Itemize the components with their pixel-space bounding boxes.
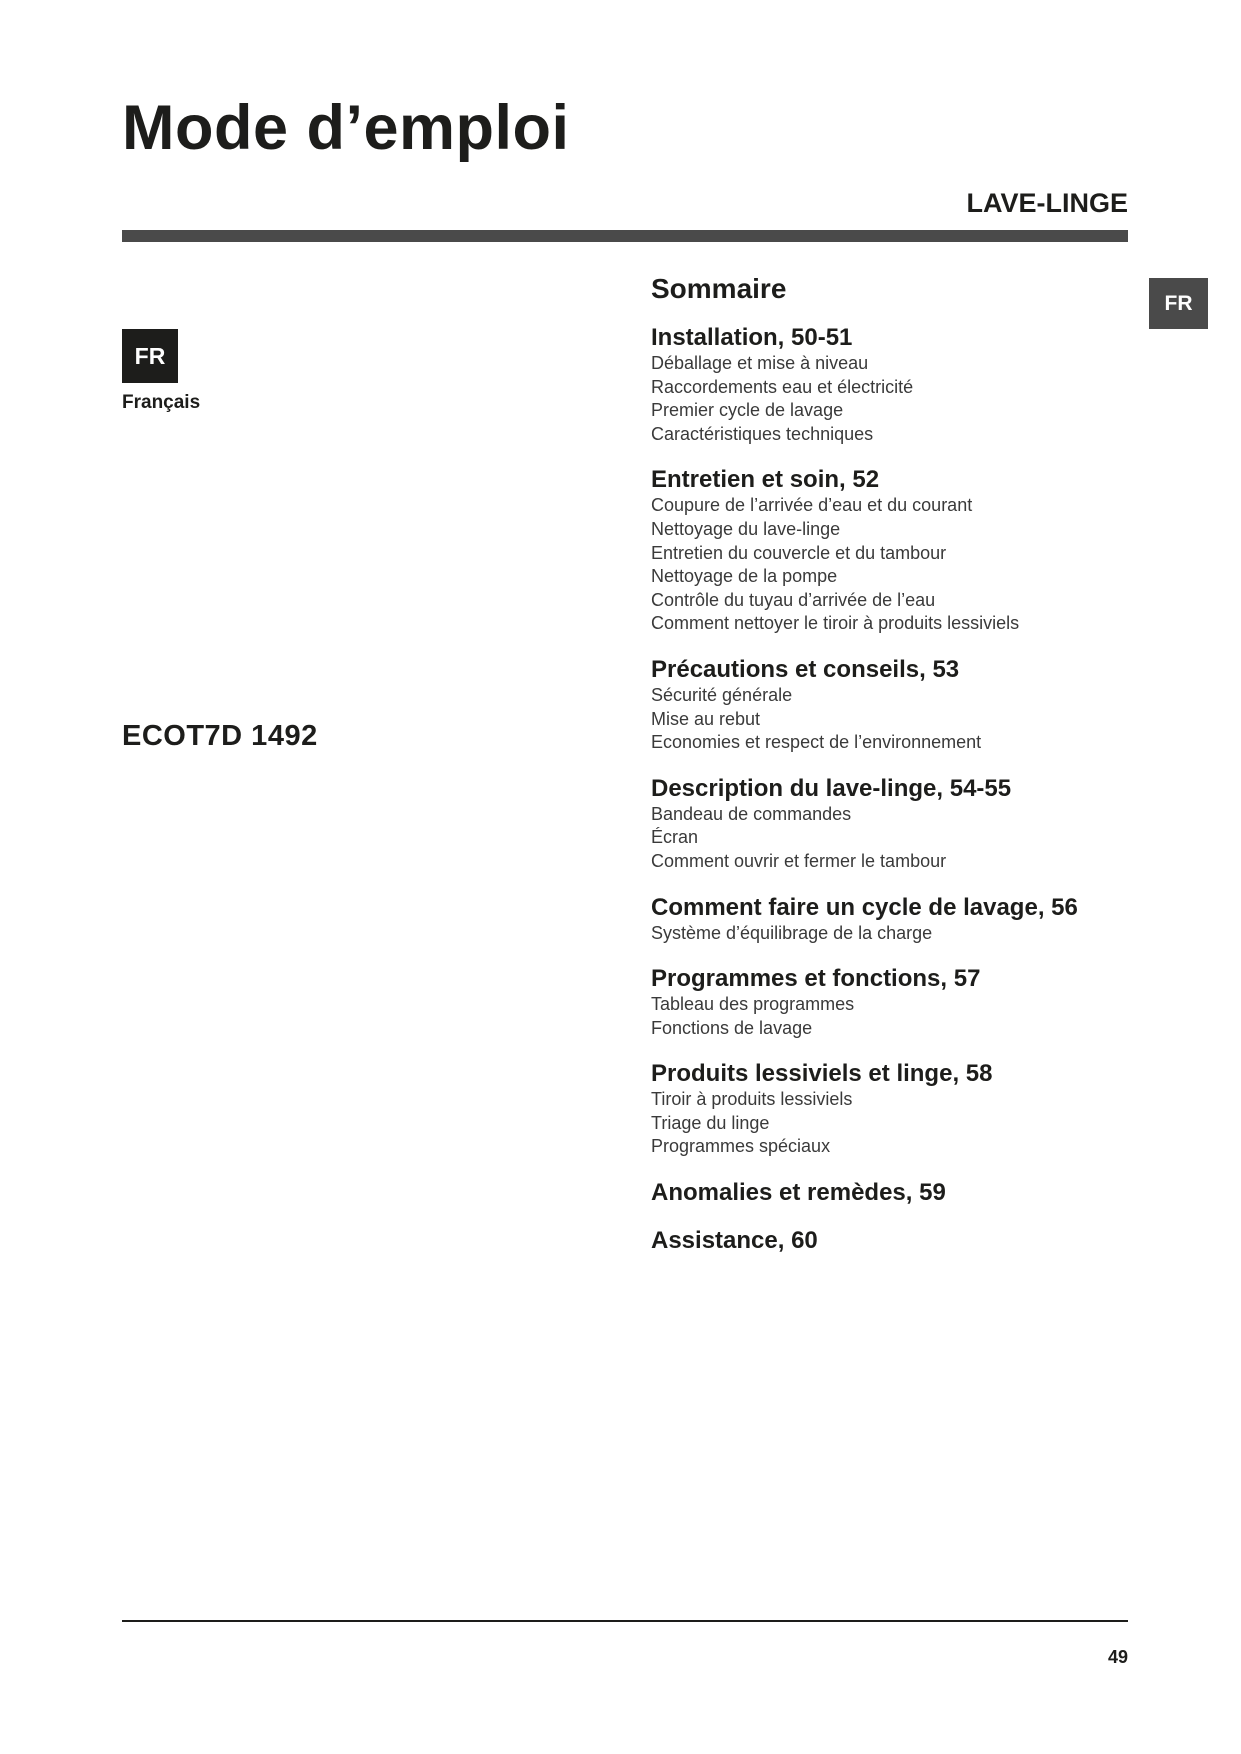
toc-item: Premier cycle de lavage [651, 400, 844, 421]
toc-item: Tableau des programmes [651, 994, 855, 1015]
toc-section [651, 775, 1131, 874]
toc-section-heading: Produits lessiviels et linge, 58 [651, 1060, 993, 1088]
toc-item-list [651, 803, 1131, 874]
toc-item: Fonctions de lavage [651, 1017, 813, 1038]
header-divider [122, 230, 1128, 242]
toc-item: Sécurité générale [651, 684, 793, 705]
toc-item-list [651, 993, 1131, 1040]
toc-section [651, 965, 1131, 1040]
toc-section [651, 324, 1131, 446]
toc-item: Caractéristiques techniques [651, 423, 874, 444]
toc-item: Tiroir à produits lessiviels [651, 1089, 853, 1110]
toc-item: Comment nettoyer le tiroir à produits lessiviels [651, 613, 1020, 634]
toc-section-heading: Description du lave-linge, 54-55 [651, 774, 1012, 802]
toc-section-heading: Anomalies et remèdes, 59 [651, 1179, 946, 1207]
toc-item: Entretien du couvercle et du tambour [651, 542, 947, 563]
toc-item: Raccordements eau et électricité [651, 376, 914, 397]
toc-section [651, 1179, 1131, 1207]
toc-section-heading: Assistance, 60 [651, 1227, 818, 1255]
product-type-label: LAVE-LINGE [966, 188, 1128, 218]
toc-item: Coupure de l’arrivée d’eau et du courant [651, 495, 973, 516]
toc-section [651, 894, 1131, 946]
toc-section [651, 1227, 1131, 1255]
toc-item: Bandeau de commandes [651, 803, 852, 824]
toc-section-heading: Entretien et soin, 52 [651, 466, 880, 494]
toc-section [651, 1060, 1131, 1159]
toc-section [651, 656, 1131, 755]
toc-item: Mise au rebut [651, 708, 761, 729]
toc-item: Contrôle du tuyau d’arrivée de l’eau [651, 589, 936, 610]
toc-item: Triage du linge [651, 1112, 770, 1133]
model-number: ECOT7D 1492 [122, 720, 318, 752]
toc-section-heading: Programmes et fonctions, 57 [651, 965, 981, 993]
toc-item: Déballage et mise à niveau [651, 353, 869, 373]
toc-item-list [651, 1088, 1131, 1159]
toc-item-list [651, 922, 1131, 946]
table-of-contents [651, 272, 1131, 1275]
toc-section-heading: Comment faire un cycle de lavage, 56 [651, 893, 1078, 921]
toc-section-heading: Installation, 50-51 [651, 324, 853, 351]
language-badge: FR [122, 329, 178, 383]
toc-item-list [651, 494, 1131, 636]
toc-item: Comment ouvrir et fermer le tambour [651, 850, 947, 871]
toc-item: Nettoyage du lave-linge [651, 518, 841, 539]
toc-title: Sommaire [651, 273, 787, 304]
language-name: Français [122, 392, 201, 413]
page-number: 49 [1107, 1647, 1128, 1667]
toc-section-heading: Précautions et conseils, 53 [651, 655, 960, 683]
toc-item-list [651, 352, 1131, 446]
language-side-tab: FR [1149, 278, 1208, 329]
footer-divider [122, 1620, 1128, 1622]
toc-item: Economies et respect de l’environnement [651, 732, 982, 753]
toc-item-list [651, 684, 1131, 755]
page-title: Mode d’emploi [122, 93, 570, 163]
toc-item: Système d’équilibrage de la charge [651, 922, 933, 943]
toc-item: Nettoyage de la pompe [651, 566, 838, 587]
toc-item: Programmes spéciaux [651, 1136, 831, 1157]
toc-section [651, 466, 1131, 636]
toc-item: Écran [651, 827, 699, 848]
